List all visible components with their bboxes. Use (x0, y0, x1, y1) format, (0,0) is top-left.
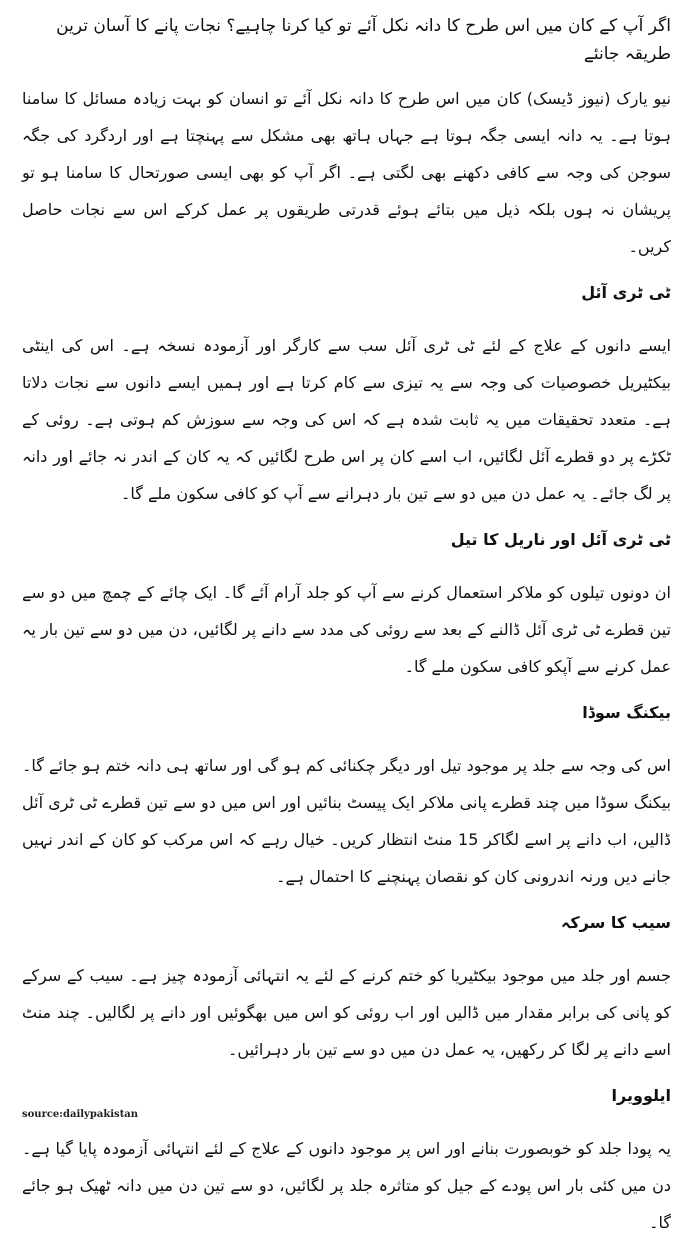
article-intro: نیو یارک (نیوز ڈیسک) کان میں اس طرح کا دانہ نکل آئے تو انسان کو بہت زیادہ مسائل کا سامنا ہوتا ہے۔ یہ دانہ ایسی جگہ ہوتا ہے جہاں ہاتھ بھی مشکل سے پہنچتا ہے اور اردگرد کی جگہ سوجن کی وجہ سے کافی دکھنے بھی لگتی ہے۔ اگر آپ کو بھی ایسی صورتحال کا سامنا ہو تو پریشان نہ ہوں بلکہ ذیل میں بتائے ہوئے قدرتی طریقوں پر عمل کرکے اس سے نجات حاصل کریں۔ (22, 89, 671, 256)
source-credit: source:dailypakistan (22, 1109, 139, 1120)
section-heading-aloe-vera: ایلوویرا (611, 1086, 671, 1105)
section-heading-apple-cider-vinegar: سیب کا سرکہ (560, 913, 671, 932)
section-body-apple-cider-vinegar: جسم اور جلد میں موجود بیکٹیریا کو ختم کرنے کے لئے یہ انتہائی آزمودہ چیز ہے۔ سیب کے سرکے کو پانی کی برابر مقدار میں ڈالیں اور اب روئی کو اس میں بھگوئیں اور دانے پر لگالیں۔ چند منٹ اسے دانے پر لگا کر رکھیں، یہ عمل دن میں دو سے تین بار دہرائیں۔ (22, 966, 671, 1059)
section-heading-tea-tree-coconut-oil: ٹی ٹری آئل اور ناریل کا تیل (450, 530, 671, 549)
section-heading-tea-tree-oil: ٹی ٹری آئل (581, 283, 671, 302)
section-body-tea-tree-oil: ایسے دانوں کے علاج کے لئے ٹی ٹری آئل سب سے کارگر اور آزمودہ نسخہ ہے۔ اس کی اینٹی بیکٹیریل خصوصیات کی وجہ سے یہ تیزی سے کام کرتا ہے اور ہمیں ایسے دانوں سے نجات دلاتا ہے۔ متعدد تحقیقات میں یہ ثابت شدہ ہے کہ اس کی وجہ سے سوزش کم ہوتی ہے۔ روئی کے ٹکڑے پر دو قطرے آئل لگائیں، اب اسے کان پر اس طرح لگائیں کہ یہ کان کے اندر نہ جائے اور دانہ پر لگ جائے۔ یہ عمل دن میں دو سے تین بار دہرانے سے آپ کو کافی سکون ملے گا۔ (22, 336, 671, 503)
article-title: اگر آپ کے کان میں اس طرح کا دانہ نکل آئے تو کیا کرنا چاہیے؟ نجات پانے کا آسان ترین طریقہ جانئے (56, 16, 671, 64)
section-body-baking-soda: اس کی وجہ سے جلد پر موجود تیل اور دیگر چکنائی کم ہو گی اور ساتھ ہی دانہ ختم ہو جائے گا۔ بیکنگ سوڈا میں چند قطرے پانی ملاکر ایک پیسٹ بنائیں اور اس میں دو سے تین قطرے ٹی ٹری آئل ڈالیں، اب دانے پر اسے لگاکر 15 منٹ انتظار کریں۔ خیال رہے کہ اس مرکب کو کان کے اندر نہیں جانے دیں ورنہ اندرونی کان کو نقصان پہنچنے کا احتمال ہے۔ (22, 756, 672, 886)
section-body-aloe-vera: یہ پودا جلد کو خوبصورت بنانے اور اس پر موجود دانوں کے علاج کے لئے انتہائی آزمودہ پایا گیا ہے۔ دن میں کئی بار اس پودے کے جیل کو متاثرہ جلد پر لگائیں، دو سے تین دن میں دانہ ٹھیک ہو جائے گا۔ (22, 1139, 671, 1232)
section-heading-baking-soda: بیکنگ سوڈا (582, 703, 671, 722)
section-body-tea-tree-coconut-oil: ان دونوں تیلوں کو ملاکر استعمال کرنے سے آپ کو جلد آرام آئے گا۔ ایک چائے کے چمچ میں دو سے تین قطرے ٹی ٹری آئل ڈالنے کے بعد سے روئی کی مدد سے دانے پر لگائیں، دن میں دو سے تین بار یہ عمل کرنے سے آپکو کافی سکون ملے گا۔ (22, 583, 671, 676)
